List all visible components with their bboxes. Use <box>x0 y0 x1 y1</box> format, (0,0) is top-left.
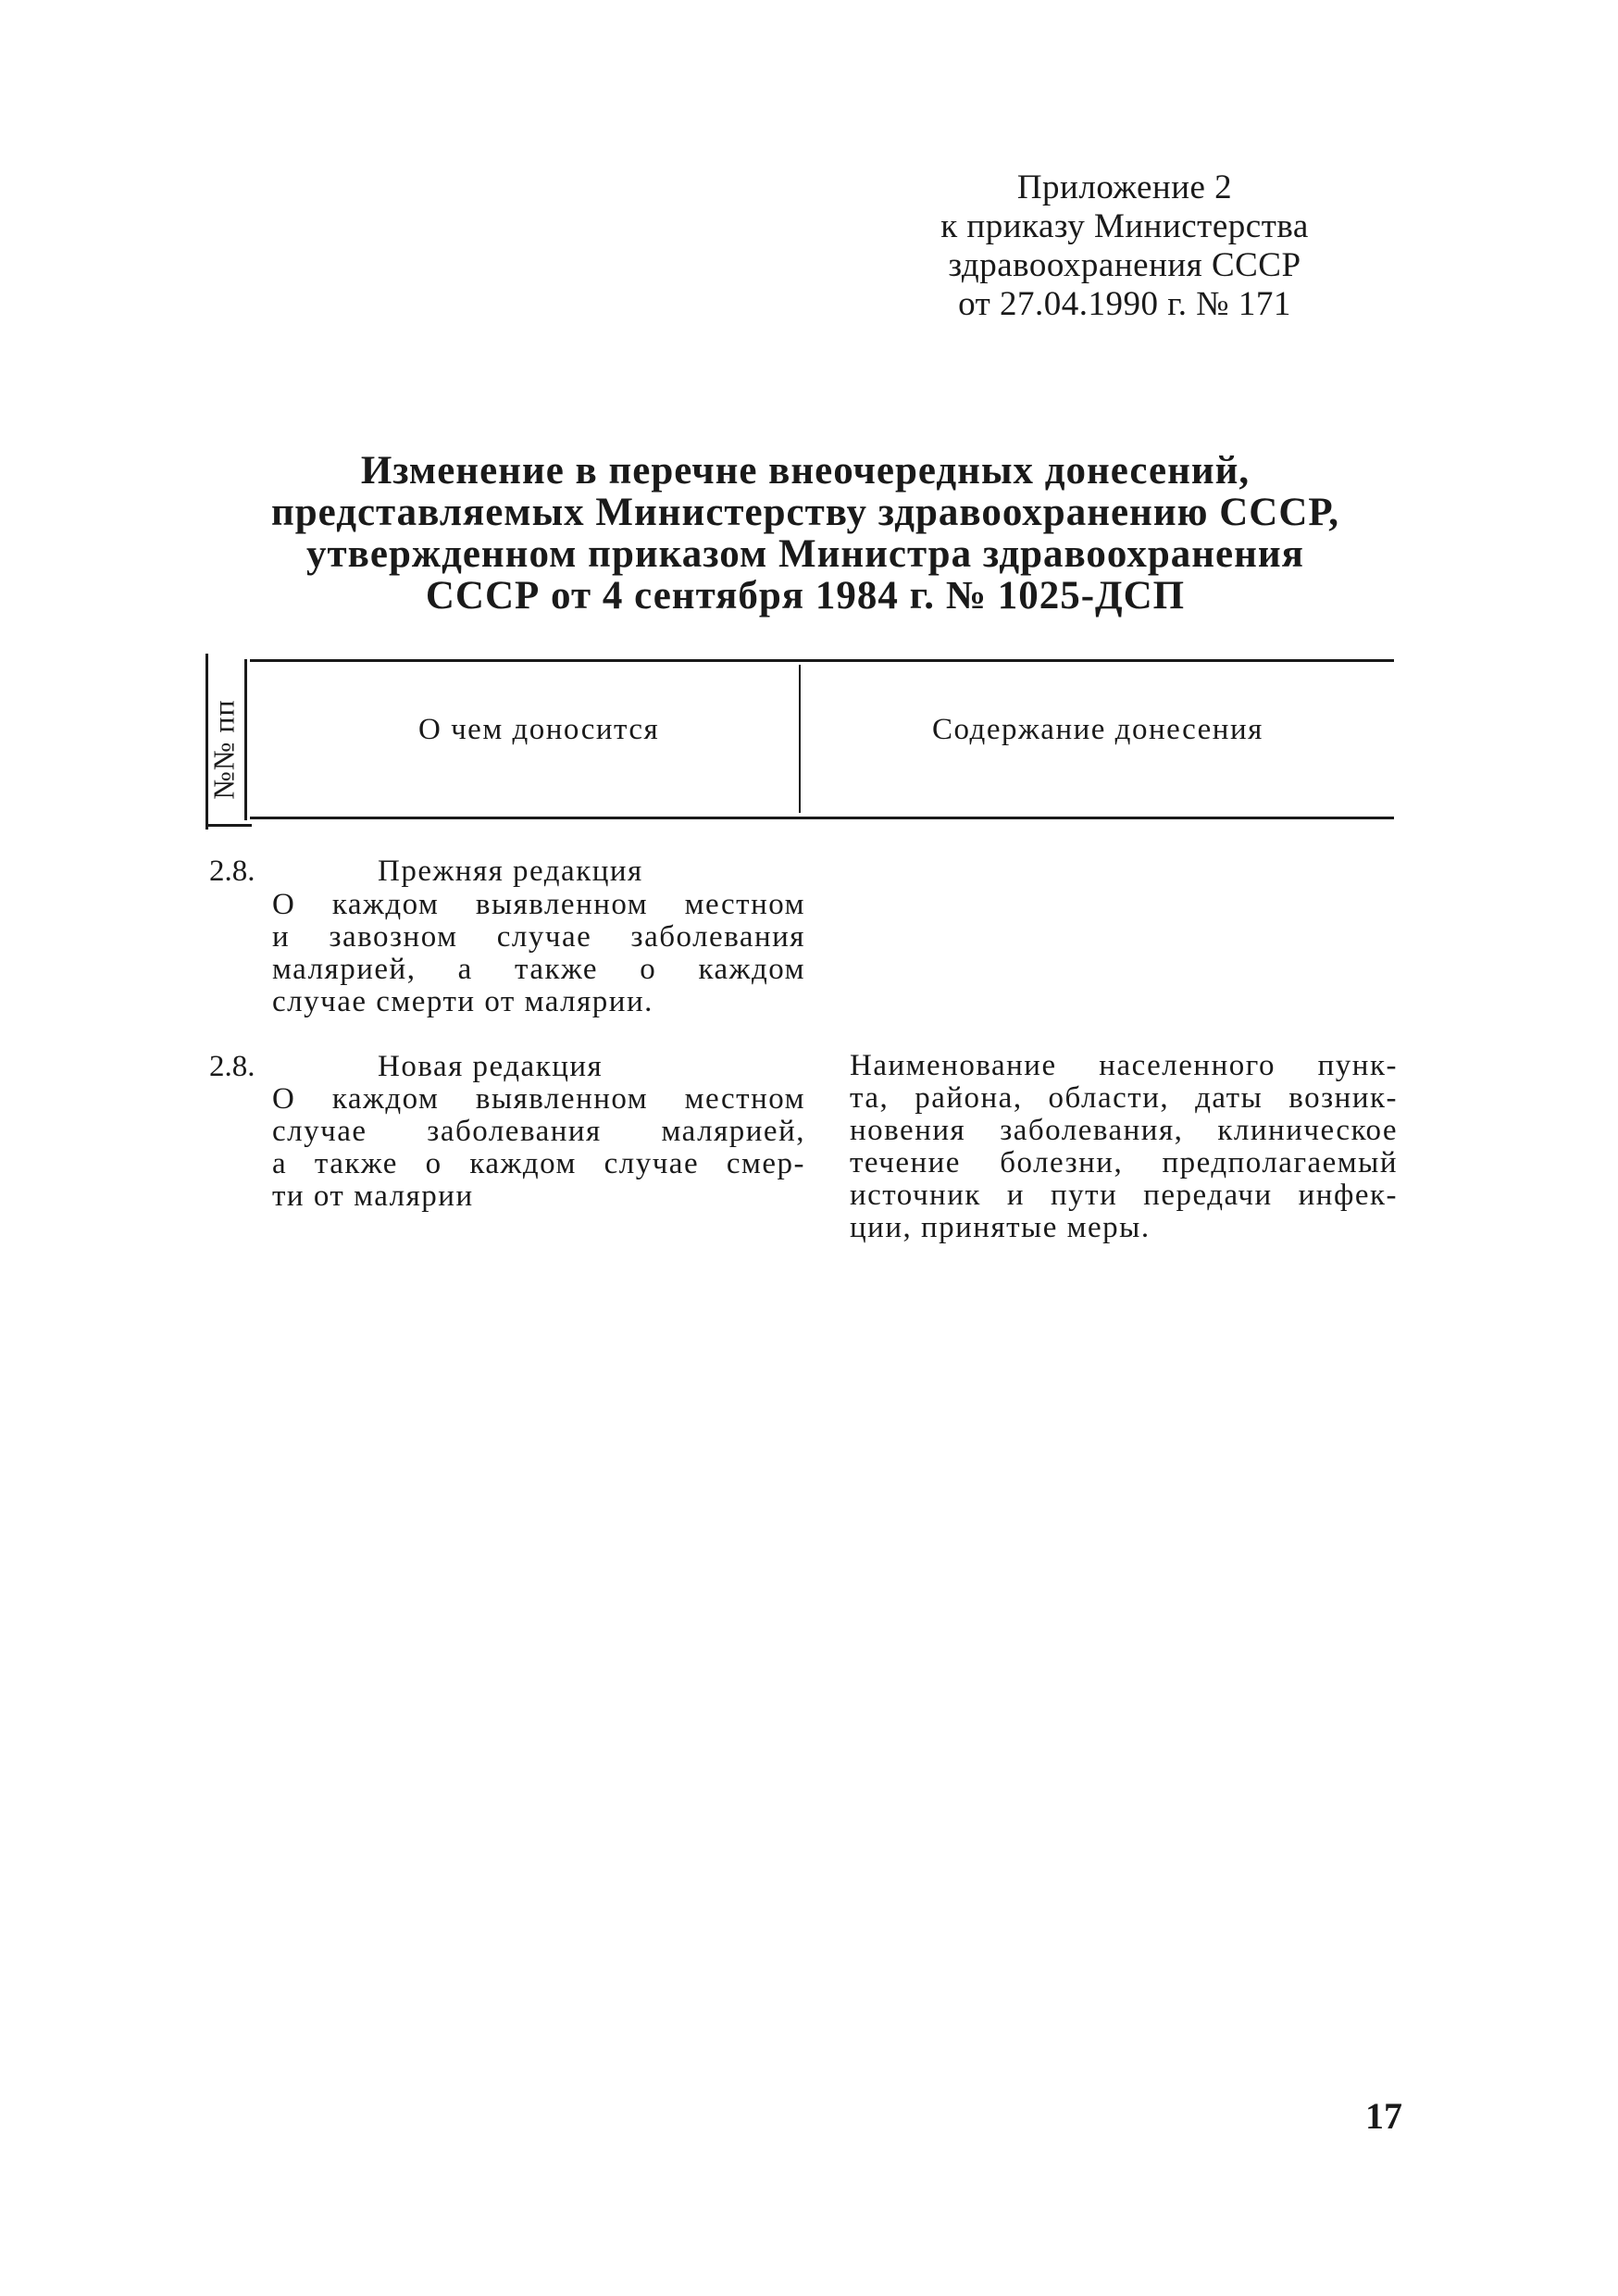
page-number: 17 <box>1365 2095 1402 2137</box>
text-line: случае заболевания малярией, <box>272 1115 805 1148</box>
appendix-line: от 27.04.1990 г. № 171 <box>958 285 1291 323</box>
text-line: а также о каждом случае смер- <box>272 1147 805 1180</box>
row-subject-text <box>272 1083 805 1213</box>
text-line: течение болезни, предполагаемый <box>850 1146 1398 1179</box>
text-line: источник и пути передачи инфек- <box>850 1179 1398 1212</box>
number-column-right-rule <box>244 659 247 820</box>
appendix-reference <box>912 168 1338 324</box>
appendix-line: здравоохранения СССР <box>948 246 1301 284</box>
header-number <box>205 689 243 809</box>
text-line: новения заболевания, клиническое <box>850 1114 1398 1147</box>
row-content-text <box>850 1050 1398 1244</box>
table-top-rule <box>250 659 1394 662</box>
header-subject: О чем доносится <box>418 713 660 746</box>
row-number: 2.8. <box>209 855 255 888</box>
header-number-label: №№ пп <box>206 698 241 800</box>
row-label: Прежняя редакция <box>378 855 643 888</box>
row-subject-text <box>272 889 805 1018</box>
text-line: О каждом выявленном местном <box>272 888 805 921</box>
text-line: малярией, а также о каждом <box>272 953 805 986</box>
document-title <box>231 450 1379 617</box>
text-line: та, района, области, даты возник- <box>850 1081 1398 1115</box>
row-number: 2.8. <box>209 1050 255 1083</box>
title-line: Изменение в перечне внеочередных донесений, <box>360 449 1251 493</box>
title-line: утвержденном приказом Министра здравоохранения <box>306 532 1304 576</box>
text-line: случае смерти от малярии. <box>272 985 653 1018</box>
appendix-line: к приказу Министерства <box>940 207 1309 245</box>
text-line: и завозном случае заболевания <box>272 920 805 954</box>
table-header-bottom-rule <box>250 817 1394 819</box>
text-line: ти от малярии <box>272 1179 474 1213</box>
header-content: Содержание донесения <box>932 713 1263 746</box>
row-label: Новая редакция <box>378 1050 604 1083</box>
title-line: представляемых Министерству здравоохранению СССР, <box>270 491 1340 534</box>
appendix-line: Приложение 2 <box>1016 168 1233 206</box>
text-line: Наименование населенного пунк- <box>850 1049 1398 1082</box>
column-divider <box>799 665 801 813</box>
title-line: СССР от 4 сентября 1984 г. № 1025-ДСП <box>425 574 1186 618</box>
text-line: ции, принятые меры. <box>850 1211 1151 1244</box>
number-column-bottom-tick <box>205 824 252 827</box>
text-line: О каждом выявленном местном <box>272 1082 805 1116</box>
